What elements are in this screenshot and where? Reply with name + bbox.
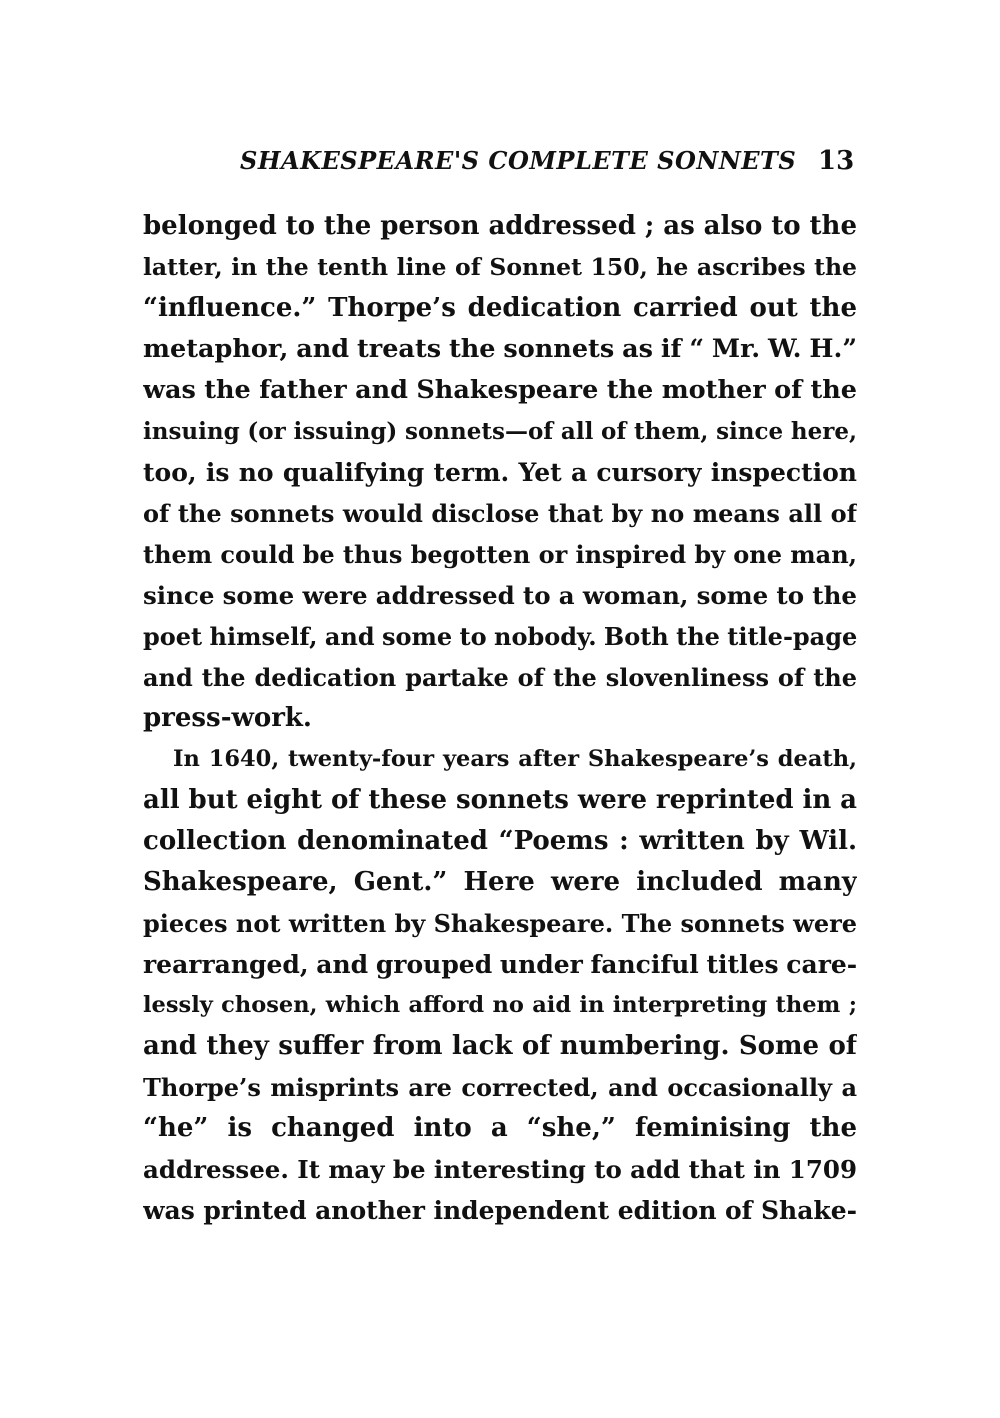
text-line: poet himself, and some to nobody. Both the title-page (143, 622, 857, 651)
text-line: since some were addressed to a woman, some to the (143, 581, 857, 610)
text-line: In 1640, twenty-four years after Shakespeare’s death, (173, 746, 857, 772)
text-line: latter, in the tenth line of Sonnet 150, he ascribes the (143, 253, 857, 281)
page-number: 13 (818, 146, 855, 176)
paragraph-2 (143, 739, 857, 1231)
text-line: was printed another independent edition of Shake- (143, 1196, 857, 1225)
text-line: too, is no qualifying term. Yet a cursory inspection (143, 458, 857, 487)
text-line: collection denominated “Poems : written by Wil. (143, 826, 857, 856)
text-line: and the dedication partake of the slovenliness of the (143, 663, 857, 692)
body-text (143, 206, 857, 1231)
text-line: press-work. (143, 703, 312, 733)
text-line: all but eight of these sonnets were reprinted in a (143, 785, 857, 815)
text-line: belonged to the person addressed ; as also to the (143, 211, 857, 241)
text-line: addressee. It may be interesting to add that in 1709 (143, 1155, 857, 1184)
text-line: lessly chosen, which afford no aid in interpreting them ; (143, 992, 857, 1018)
paragraph-1 (143, 206, 857, 739)
text-line: and they suffer from lack of numbering. Some of (143, 1031, 857, 1061)
text-line: “influence.” Thorpe’s dedication carried out the (143, 293, 857, 323)
text-line: rearranged, and grouped under fanciful titles care- (143, 950, 857, 979)
text-line: insuing (or issuing) sonnets—of all of them, since here, (143, 418, 857, 445)
text-line: them could be thus begotten or inspired by one man, (143, 540, 857, 569)
text-line: Shakespeare, Gent.” Here were included many (143, 867, 857, 897)
text-line: was the father and Shakespeare the mother of the (143, 375, 857, 405)
text-line: metaphor, and treats the sonnets as if “ Mr. W. H.” (143, 334, 857, 364)
text-line: pieces not written by Shakespeare. The sonnets were (143, 909, 857, 938)
text-line: “he” is changed into a “she,” feminising the (143, 1113, 857, 1143)
text-line: Thorpe’s misprints are corrected, and occasionally a (143, 1073, 857, 1102)
text-line: of the sonnets would disclose that by no means all of (143, 499, 857, 528)
running-title: SHAKESPEARE'S COMPLETE SONNETS (240, 146, 797, 175)
